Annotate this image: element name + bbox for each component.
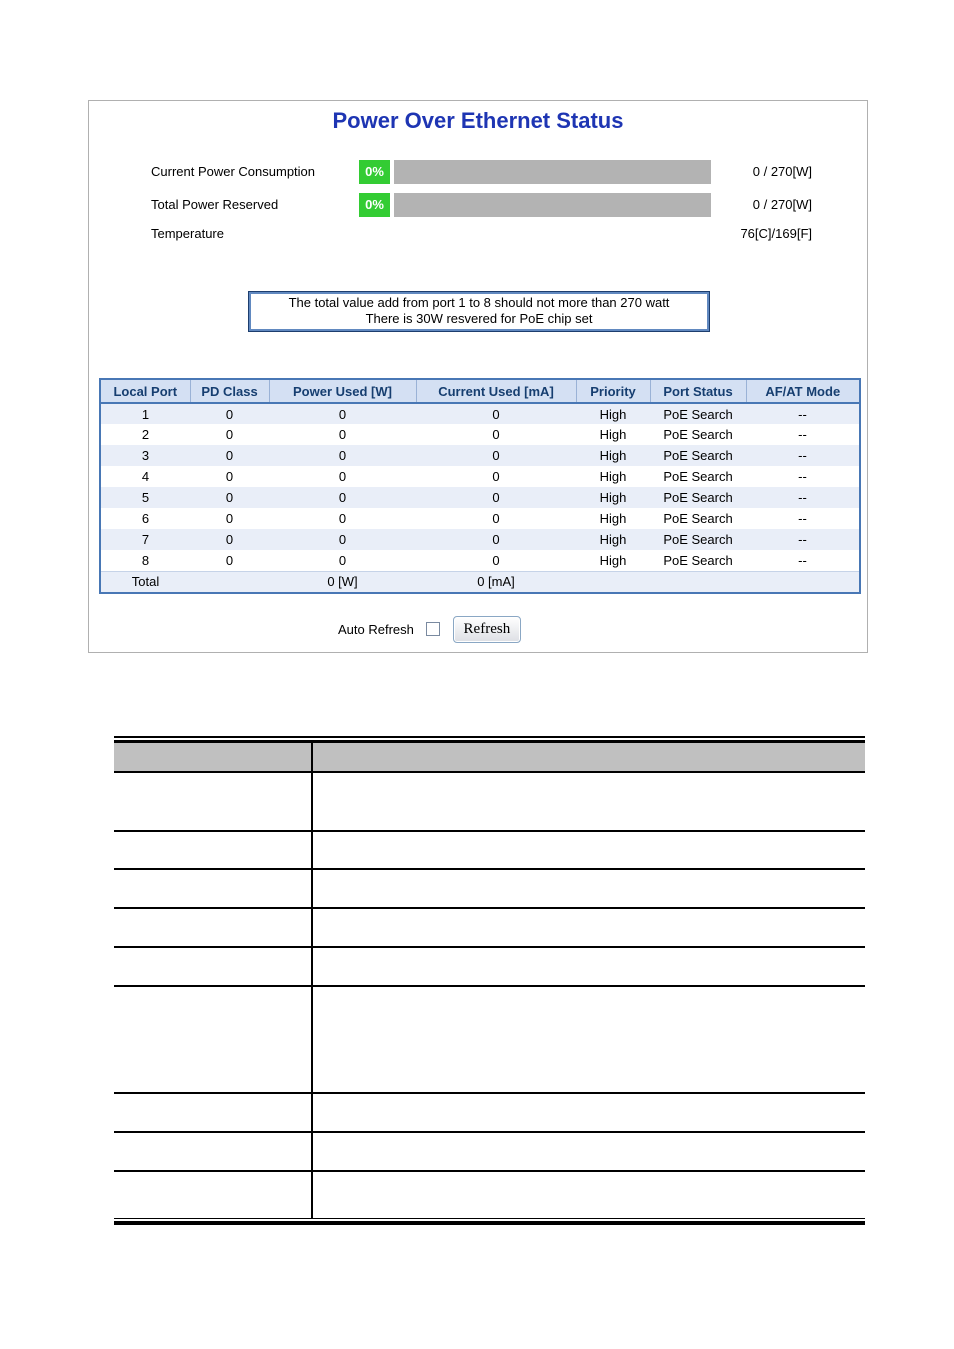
description-row <box>114 870 865 909</box>
port-cell: High <box>599 469 627 484</box>
port-cell: 0 <box>190 445 269 466</box>
port-cell: PoE Search <box>663 552 733 568</box>
temperature-row <box>89 221 869 247</box>
port-cell: 0 <box>492 427 500 442</box>
description-cell <box>313 987 865 1092</box>
port-cell: 0 <box>190 487 269 508</box>
port-cell: 0 <box>492 552 500 568</box>
object-header-cell <box>114 743 313 771</box>
port-row <box>100 424 860 445</box>
current-power-consumption-row <box>89 159 869 185</box>
port-cell: 4 <box>141 469 150 484</box>
port-cell: 3 <box>100 445 190 466</box>
description-row <box>114 1133 865 1172</box>
port-row <box>100 445 860 466</box>
description-row <box>114 773 865 832</box>
port-cell: High <box>599 552 627 568</box>
port-cell: PoE Search <box>663 469 733 484</box>
port-cell: -- <box>798 511 807 526</box>
port-cell: High <box>599 511 627 526</box>
page-title: Power Over Ethernet Status <box>332 108 624 133</box>
object-cell <box>114 1172 313 1218</box>
port-cell: -- <box>746 445 860 466</box>
port-row <box>100 466 860 487</box>
description-cell <box>313 1172 865 1218</box>
total-power-reserved-row <box>89 192 869 218</box>
description-row <box>114 987 865 1094</box>
port-cell: -- <box>798 427 807 442</box>
object-cell <box>114 987 313 1092</box>
notice-line-2: There is 30W resvered for PoE chip set <box>365 311 593 326</box>
total-power-percent-badge: 0% <box>359 193 390 217</box>
port-cell: High <box>599 427 627 442</box>
auto-refresh-label: Auto Refresh <box>338 621 414 637</box>
port-cell: PoE Search <box>663 511 733 526</box>
port-row <box>100 403 860 424</box>
port-cell: 0 <box>416 529 576 550</box>
port-cell: 0 <box>190 529 269 550</box>
description-row <box>114 1094 865 1133</box>
total-power-reserved-label: Total Power Reserved <box>151 197 279 212</box>
description-row <box>114 1172 865 1219</box>
port-cell: 0 <box>269 445 416 466</box>
port-cell: 2 <box>141 427 150 442</box>
port-cell: 0 <box>269 403 416 424</box>
description-cell <box>313 773 865 830</box>
refresh-button[interactable]: Refresh <box>453 616 521 643</box>
port-cell: -- <box>746 487 860 508</box>
description-cell <box>313 832 865 868</box>
status-table-header-row <box>100 379 860 403</box>
description-table-header-row <box>114 743 865 773</box>
port-cell: 0 <box>225 427 234 442</box>
notice-line-1: The total value add from port 1 to 8 should not more than 270 watt <box>288 295 670 310</box>
refresh-controls <box>338 615 521 643</box>
port-cell: PoE Search <box>650 403 746 424</box>
port-cell: -- <box>798 469 807 484</box>
port-cell: 0 <box>190 403 269 424</box>
port-cell: -- <box>746 403 860 424</box>
object-cell <box>114 948 313 985</box>
total-power-value: 0 / 270[W] <box>752 197 812 212</box>
column-header: Current Used [mA] <box>416 379 576 403</box>
description-row <box>114 909 865 948</box>
total-row <box>100 571 860 593</box>
port-row <box>100 508 860 529</box>
column-header: Priority <box>576 379 650 403</box>
port-cell: 0 <box>492 511 500 526</box>
temperature-label: Temperature <box>151 226 224 241</box>
description-table <box>114 736 865 1225</box>
total-cell: Total <box>100 571 190 593</box>
port-cell: -- <box>798 552 807 568</box>
port-cell: 6 <box>141 511 150 526</box>
auto-refresh-checkbox[interactable] <box>426 622 440 636</box>
poe-status-panel <box>88 100 868 653</box>
port-cell: 7 <box>100 529 190 550</box>
description-row <box>114 948 865 987</box>
current-power-consumption-label: Current Power Consumption <box>151 164 316 179</box>
temperature-value: 76[C]/169[F] <box>740 226 812 241</box>
current-power-percent-badge: 0% <box>359 160 390 184</box>
total-cell <box>650 571 746 593</box>
description-cell <box>313 870 865 907</box>
column-header: Power Used [W] <box>269 379 416 403</box>
description-table-top-border <box>114 736 865 743</box>
port-row <box>100 550 860 571</box>
total-cell: 0 [mA] <box>416 571 576 593</box>
object-cell <box>114 1094 313 1131</box>
object-cell <box>114 1133 313 1170</box>
port-cell: 0 <box>338 469 347 484</box>
port-row <box>100 487 860 508</box>
port-cell: 0 <box>492 469 500 484</box>
port-cell: High <box>576 445 650 466</box>
column-header: AF/AT Mode <box>746 379 860 403</box>
column-header: PD Class <box>190 379 269 403</box>
port-cell: High <box>576 487 650 508</box>
total-cell: 0 [W] <box>269 571 416 593</box>
port-cell: 5 <box>100 487 190 508</box>
column-header: Port Status <box>650 379 746 403</box>
port-cell: 0 <box>225 469 234 484</box>
port-cell: 0 <box>416 403 576 424</box>
total-cell <box>190 571 269 593</box>
current-power-value: 0 / 270[W] <box>752 164 812 179</box>
description-table-bottom-border <box>114 1221 865 1225</box>
description-row <box>114 832 865 870</box>
status-table-body <box>100 403 860 571</box>
power-limit-notice-text <box>249 292 709 331</box>
port-cell: 0 <box>416 487 576 508</box>
description-cell <box>313 948 865 985</box>
total-power-progress-bar <box>394 193 711 217</box>
port-cell: 0 <box>338 552 347 568</box>
port-row <box>100 529 860 550</box>
description-cell <box>313 1094 865 1131</box>
description-cell <box>313 1133 865 1170</box>
port-cell: 0 <box>338 427 347 442</box>
total-cell <box>576 571 650 593</box>
object-cell <box>114 832 313 868</box>
port-cell: 0 <box>225 552 234 568</box>
port-cell: 1 <box>100 403 190 424</box>
port-cell: PoE Search <box>650 487 746 508</box>
description-cell <box>313 909 865 946</box>
column-header: Local Port <box>100 379 190 403</box>
port-cell: PoE Search <box>650 529 746 550</box>
object-cell <box>114 773 313 830</box>
port-cell: 0 <box>225 511 234 526</box>
poe-port-status-table <box>99 378 861 594</box>
port-cell: 0 <box>269 529 416 550</box>
port-cell: 0 <box>269 487 416 508</box>
port-cell: High <box>576 403 650 424</box>
total-cell <box>746 571 860 593</box>
port-cell: PoE Search <box>663 427 733 442</box>
current-power-progress-bar <box>394 160 711 184</box>
port-cell: PoE Search <box>650 445 746 466</box>
object-cell <box>114 909 313 946</box>
object-cell <box>114 870 313 907</box>
power-limit-notice-box <box>248 291 710 332</box>
port-cell: -- <box>746 529 860 550</box>
port-cell: 0 <box>416 445 576 466</box>
port-cell: 8 <box>141 552 150 568</box>
port-cell: 0 <box>338 511 347 526</box>
port-cell: High <box>576 529 650 550</box>
description-header-cell <box>313 743 865 771</box>
